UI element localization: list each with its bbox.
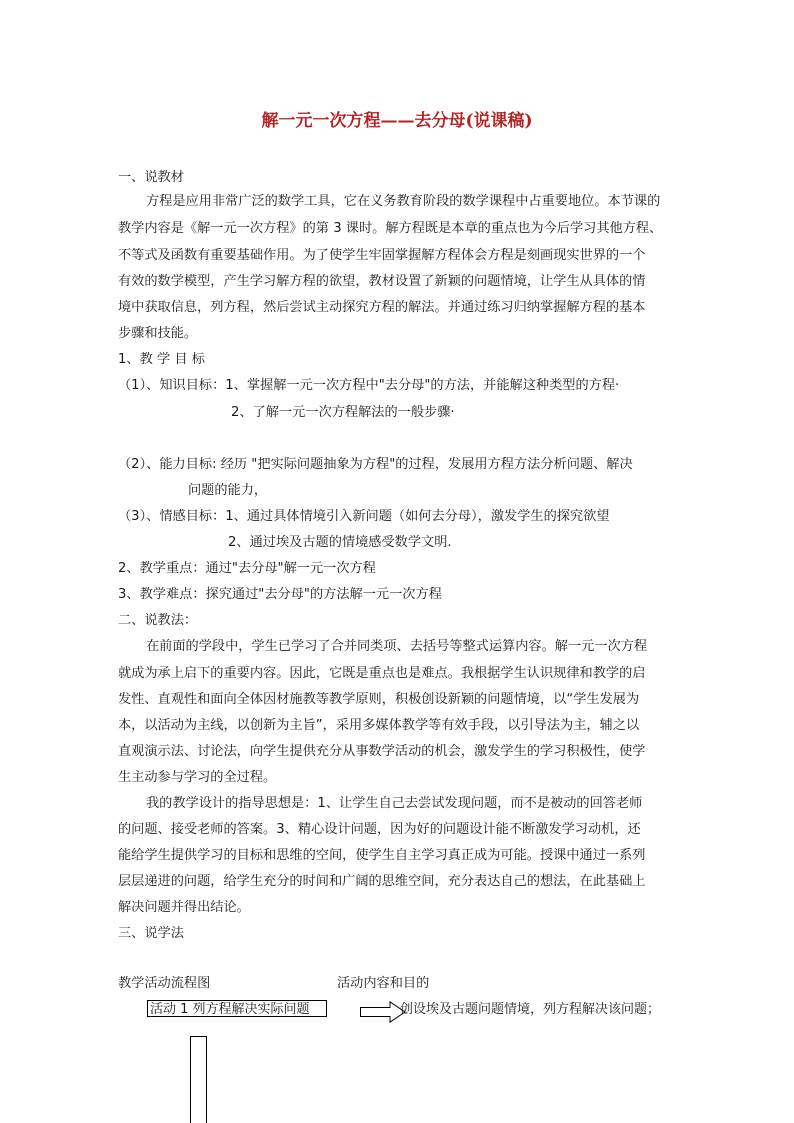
paragraph-line: 本，以活动为主线，以创新为主旨”，采用多媒体教学等有效手段，以引导法为主，辅之以 — [118, 718, 640, 733]
paragraph-line: 方程是应用非常广泛的数学工具，它在义务教育阶段的数学课程中占重要地位。本节课的 — [146, 194, 661, 209]
section-heading-textbook: 一、说教材 — [118, 170, 184, 185]
teaching-focus: 2、教学重点：通过"去分母"解一元一次方程 — [118, 561, 376, 576]
paragraph-line: 生主动参与学习的全过程。 — [118, 770, 277, 785]
paragraph-line: 我的教学设计的指导思想是：1、让学生自己去尝试发现问题，而不是被动的回答老师 — [146, 796, 643, 811]
paragraph-line: 解决问题并得出结论。 — [118, 900, 250, 915]
paragraph-line: 就成为承上启下的重要内容。因此，它既是重点也是难点。我根据学生认识规律和教学的启 — [118, 666, 646, 681]
activity-1-box: 活动 1 列方程解决实际问题 — [147, 1000, 327, 1017]
knowledge-goal-line: 2、了解一元一次方程解法的一般步骤· — [231, 405, 455, 420]
paragraph-line: 直观演示法、讨论法，向学生提供充分从事数学活动的机会，激发学生的学习积极性，使学 — [118, 744, 646, 759]
paragraph-line: 不等式及函数有重要基础作用。为了使学生牢固掌握解方程体会方程是刻画现实世界的一个 — [118, 248, 646, 263]
flow-connector-bar — [190, 1036, 207, 1123]
paragraph-line: 境中获取信息，列方程，然后尝试主动探究方程的解法。并通过练习归纳掌握解方程的基本 — [118, 300, 646, 315]
subheading-teaching-goals: 1、教 学 目 标 — [118, 352, 205, 367]
paragraph-line: 能给学生提供学习的目标和思维的空间，使学生自主学习真正成为可能。授课中通过一系列 — [118, 848, 646, 863]
section-heading-study-method: 三、说学法 — [118, 926, 184, 941]
flow-col1-header: 教学活动流程图 — [118, 976, 211, 991]
flow-col2-header: 活动内容和目的 — [337, 976, 430, 991]
emotion-goal-line: 2、通过埃及古题的情境感受数学文明. — [228, 535, 452, 550]
paragraph-line: 步骤和技能。 — [118, 326, 198, 341]
section-heading-method: 二、说教法： — [118, 613, 198, 628]
ability-goal-line: （2）、能力目标: 经历 "把实际问题抽象为方程"的过程，发展用方程方法分析问题、解决 — [118, 457, 633, 472]
ability-goal-line: 问题的能力， — [188, 483, 268, 498]
teaching-difficulty: 3、教学难点：探究通过"去分母"的方法解一元一次方程 — [118, 587, 442, 602]
activity-1-description: 创设埃及古题问题情境，列方程解决该问题； — [400, 1002, 661, 1017]
paragraph-line: 发性、直观性和面向全体因材施教等教学原则，积极创设新颖的问题情境，以“学生发展为 — [118, 692, 640, 707]
paragraph-line: 有效的数学模型，产生学习解方程的欲望，教材设置了新颖的问题情境，让学生从具体的情 — [118, 274, 646, 289]
emotion-goal-line: （3）、情感目标：1、通过具体情境引入新问题（如何去分母），激发学生的探究欲望 — [118, 509, 610, 524]
paragraph-line: 在前面的学段中，学生已学习了合并同类项、去括号等整式运算内容。解一元一次方程 — [146, 639, 648, 654]
paragraph-line: 的问题、接受老师的答案。3、精心设计问题，因为好的问题设计能不断激发学习动机，还 — [118, 822, 641, 837]
page-title: 解一元一次方程——去分母(说课稿) — [261, 111, 533, 131]
paragraph-line: 层层递进的问题，给学生充分的时间和广阔的思维空间，充分表达自己的想法，在此基础上 — [118, 874, 646, 889]
knowledge-goal-line: （1）、知识目标：1、掌握解一元一次方程中"去分母"的方法，并能解这种类型的方程· — [118, 378, 620, 393]
paragraph-line: 教学内容是《解一元一次方程》的第 3 课时。解方程既是本章的重点也为今后学习其他方程、 — [118, 221, 663, 236]
